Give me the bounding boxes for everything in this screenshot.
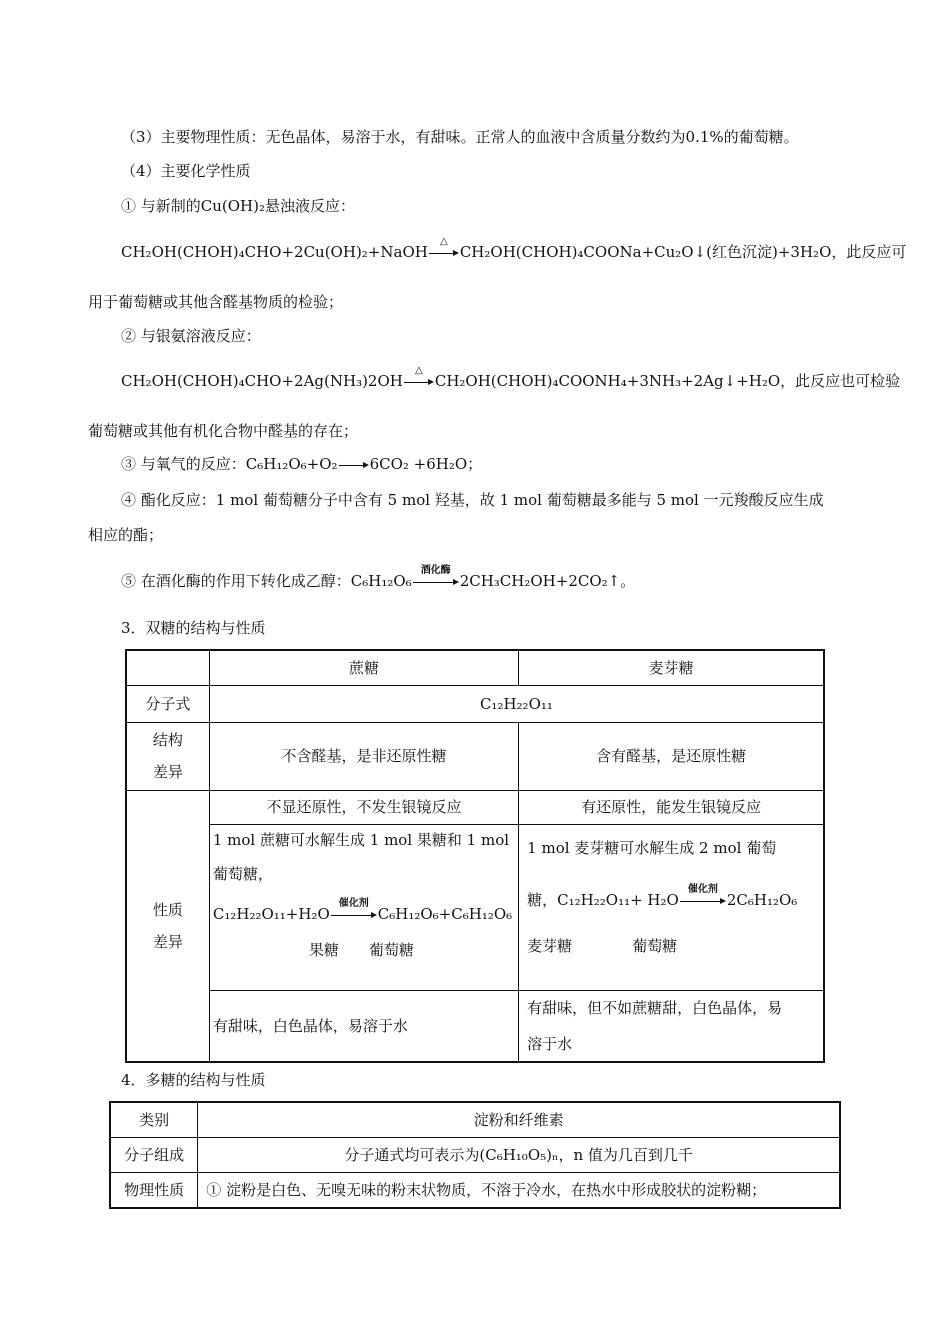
property2-sucrose xyxy=(209,824,518,990)
reaction2-right: CH₂OH(CHOH)₄COONH₄+3NH₃+2Ag↓+H₂O，此反应也可检验 xyxy=(434,372,901,390)
structure-maltose: 含有醛基，是还原性糖 xyxy=(519,722,824,790)
reaction3-left: ③ 与氧气的反应：C₆H₁₂O₆+O₂ xyxy=(121,455,338,473)
sucrose-hydrolysis-2: 葡萄糖， xyxy=(212,864,273,883)
header-sucrose: 蔗糖 xyxy=(209,650,518,685)
catalyst-condition: 催化剂 xyxy=(338,897,369,909)
formula-value: C₁₂H₂₂O₁₁ xyxy=(209,685,824,722)
sucrose-eq-left: C₁₂H₂₂O₁₁+H₂O xyxy=(212,904,330,923)
heat-condition: △ xyxy=(439,236,448,247)
enzyme-condition: 酒化酶 xyxy=(420,565,451,576)
heat-condition: △ xyxy=(415,365,423,376)
sucrose-hydrolysis-1: 1 mol 蔗糖可水解生成 1 mol 果糖和 1 mol xyxy=(212,830,510,849)
structure-sucrose: 不含醛基，是非还原性糖 xyxy=(209,722,518,790)
property3-sucrose: 有甜味，白色晶体，易溶于水 xyxy=(209,990,518,1062)
category-value: 淀粉和纤维素 xyxy=(198,1102,840,1137)
reaction2-title: ② 与银氨溶液反应： xyxy=(121,327,261,345)
enzyme-arrow xyxy=(413,565,459,588)
property3-maltose xyxy=(519,990,824,1062)
reaction2-left: CH₂OH(CHOH)₄CHO+2Ag(NH₃)2OH xyxy=(121,372,403,390)
reaction2-continuation: 葡萄糖或其他有机化合物中醛基的存在； xyxy=(88,422,359,440)
physical-properties: （3）主要物理性质：无色晶体，易溶于水，有甜味。正常人的血液中含质量分数约为0.1%的葡萄糖。 xyxy=(121,128,799,146)
sucrose-eq-right: C₆H₁₂O₆+C₆H₁₂O₆ xyxy=(377,904,513,923)
structure-label-1: 结构 xyxy=(152,731,183,749)
catalyst-arrow xyxy=(331,897,377,921)
property-label-2: 差异 xyxy=(152,932,183,951)
reaction5-left: ⑤ 在酒化酶的作用下转化成乙醇：C₆H₁₂O₆ xyxy=(121,572,412,590)
sucrose-equation xyxy=(212,897,513,925)
disaccharide-table xyxy=(125,649,825,1063)
category-label: 类别 xyxy=(110,1102,198,1137)
property1-maltose: 有还原性，能发生银镜反应 xyxy=(519,790,824,824)
sucrose-product-names: 果糖 葡萄糖 xyxy=(308,940,414,959)
maltose-property3-1: 有甜味，但不如蔗糖甜，白色晶体，易 xyxy=(527,998,783,1017)
section4-heading: 4．多糖的结构与性质 xyxy=(121,1071,266,1089)
property-label-1: 性质 xyxy=(152,900,183,919)
heat-arrow xyxy=(404,365,434,388)
reaction1-continuation: 用于葡萄糖或其他含醛基物质的检验； xyxy=(88,293,344,311)
physical-value: ① 淀粉是白色、无嗅无味的粉末状物质，不溶于冷水，在热水中形成胶状的淀粉糊； xyxy=(198,1172,840,1208)
reaction1-right: CH₂OH(CHOH)₄COONa+Cu₂O↓(红色沉淀)+3H₂O，此反应可 xyxy=(459,243,907,261)
maltose-property3-2: 溶于水 xyxy=(527,1034,573,1053)
reaction4-text: ④ 酯化反应：1 mol 葡萄糖分子中含有 5 mol 羟基，故 1 mol 葡萄糖最多能与 5 mol 一元羧酸反应生成 xyxy=(121,491,824,509)
physical-label: 物理性质 xyxy=(110,1172,198,1208)
composition-label: 分子组成 xyxy=(110,1137,198,1172)
section3-heading: 3．双糖的结构与性质 xyxy=(121,619,266,637)
structure-label-2: 差异 xyxy=(152,763,183,781)
maltose-hydrolysis-1: 1 mol 麦芽糖可水解生成 2 mol 葡萄 xyxy=(527,838,777,857)
composition-value: 分子通式均可表示为(C₆H₁₀O₅)ₙ，n 值为几百到几千 xyxy=(198,1137,840,1172)
maltose-eq-right: 2C₆H₁₂O₆ xyxy=(726,890,798,909)
heat-arrow xyxy=(429,236,459,259)
formula-label: 分子式 xyxy=(126,685,209,722)
reaction3-right: 6CO₂ +6H₂O； xyxy=(369,455,483,473)
maltose-product-names: 麦芽糖 葡萄糖 xyxy=(527,936,678,955)
reaction4-continuation: 相应的酯； xyxy=(88,526,164,544)
maltose-eq-left: 糖，C₁₂H₂₂O₁₁+ H₂O xyxy=(527,890,679,909)
chemical-properties-heading: （4）主要化学性质 xyxy=(121,162,251,180)
catalyst-condition: 催化剂 xyxy=(687,883,718,895)
property2-maltose xyxy=(519,824,824,990)
reaction1-equation xyxy=(121,236,907,263)
reaction5-right: 2CH₃CH₂OH+2CO₂↑。 xyxy=(459,572,636,590)
property-label xyxy=(126,790,209,1062)
header-maltose: 麦芽糖 xyxy=(519,650,824,685)
polysaccharide-table xyxy=(109,1101,841,1209)
property1-sucrose: 不显还原性，不发生银镜反应 xyxy=(209,790,518,824)
reaction2-equation xyxy=(121,365,901,392)
catalyst-arrow xyxy=(680,883,726,907)
table-corner xyxy=(126,650,209,685)
structure-label xyxy=(126,722,209,790)
maltose-equation xyxy=(527,883,817,911)
reaction5-equation xyxy=(121,565,636,592)
reaction-arrow xyxy=(339,457,369,471)
reaction1-title: ① 与新制的Cu(OH)₂悬浊液反应： xyxy=(121,197,356,215)
reaction3-equation xyxy=(121,453,482,475)
reaction1-left: CH₂OH(CHOH)₄CHO+2Cu(OH)₂+NaOH xyxy=(121,243,428,261)
